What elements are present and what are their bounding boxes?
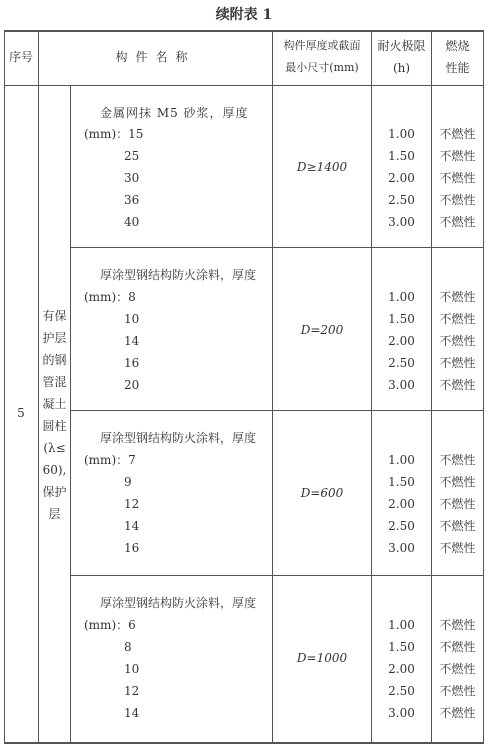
group-2-fire-4: 2.50 [388, 356, 415, 370]
group-1-dimension: D≥1400 [296, 160, 348, 174]
group-4-fire-2: 1.50 [388, 640, 415, 654]
group-1-first-value: (mm)：15 [84, 127, 144, 141]
group-2-first-value: (mm)：8 [84, 290, 136, 304]
group-4-fire-1: 1.00 [388, 618, 415, 632]
group-2-burn-5: 不燃性 [439, 378, 476, 392]
group-3-first-value: (mm)：7 [84, 453, 136, 467]
header-fire-2: (h) [392, 61, 411, 75]
group-3-fire-1: 1.00 [388, 453, 415, 467]
group-3-burn-1: 不燃性 [439, 453, 476, 467]
group-4-fire-3: 2.00 [388, 662, 415, 676]
header-bottom-rule [4, 85, 484, 86]
group-1-fire-1: 1.00 [388, 127, 415, 141]
group-4-burn-1: 不燃性 [439, 618, 476, 632]
group-4-value-1: 8 [124, 640, 132, 654]
row-category: 有保 护层 的钢 管混 凝土 圆柱 (λ≤ 60), 保护 层 [42, 309, 67, 521]
group-2-fire-3: 2.00 [388, 334, 415, 348]
group-2-burn-3: 不燃性 [439, 334, 476, 348]
table-title: 续附表 1 [215, 7, 273, 23]
group-1-desc: 金属网抹 M5 砂浆，厚度 [100, 106, 249, 120]
group-4-value-2: 10 [124, 662, 140, 676]
group-3-value-4: 16 [124, 541, 140, 555]
group-divider-3 [70, 575, 484, 576]
group-2-value-2: 14 [124, 334, 140, 348]
group-2-burn-4: 不燃性 [439, 356, 476, 370]
group-2-burn-1: 不燃性 [439, 290, 476, 304]
group-1-value-4: 40 [124, 215, 140, 229]
group-3-burn-2: 不燃性 [439, 475, 476, 489]
group-3-burn-3: 不燃性 [439, 497, 476, 511]
group-1-fire-3: 2.00 [388, 171, 415, 185]
group-3-value-1: 9 [124, 475, 132, 489]
group-4-value-3: 12 [124, 684, 140, 698]
group-3-burn-5: 不燃性 [439, 541, 476, 555]
table-right-border [483, 30, 484, 744]
group-1-burn-2: 不燃性 [439, 149, 476, 163]
group-1-value-1: 25 [124, 149, 140, 163]
header-seq: 序号 [8, 50, 33, 64]
group-3-value-3: 14 [124, 519, 140, 533]
group-1-fire-5: 3.00 [388, 215, 415, 229]
group-2-desc: 厚涂型钢结构防火涂料，厚度 [100, 268, 257, 282]
group-divider-2 [70, 410, 484, 411]
group-2-fire-2: 1.50 [388, 312, 415, 326]
header-fire-1: 耐火极限 [377, 39, 426, 53]
group-2-burn-2: 不燃性 [439, 312, 476, 326]
group-2-value-4: 20 [124, 378, 140, 392]
group-4-fire-5: 3.00 [388, 706, 415, 720]
row-seq: 5 [17, 406, 25, 420]
group-4-burn-5: 不燃性 [439, 706, 476, 720]
group-1-burn-4: 不燃性 [439, 193, 476, 207]
group-1-burn-3: 不燃性 [439, 171, 476, 185]
group-3-dimension: D=600 [300, 486, 344, 500]
group-3-fire-2: 1.50 [388, 475, 415, 489]
group-2-dimension: D=200 [300, 323, 344, 337]
table-top-border [4, 30, 484, 32]
header-thickness-2: 最小尺寸(mm) [285, 61, 359, 74]
group-4-burn-2: 不燃性 [439, 640, 476, 654]
group-1-value-3: 36 [124, 193, 140, 207]
group-3-fire-5: 3.00 [388, 541, 415, 555]
group-4-desc: 厚涂型钢结构防火涂料，厚度 [100, 596, 257, 610]
group-2-value-1: 10 [124, 312, 140, 326]
header-burn-2: 性能 [445, 61, 470, 75]
table-left-border [4, 30, 5, 744]
header-thickness-1: 构件厚度或截面 [283, 39, 361, 52]
group-3-value-2: 12 [124, 497, 140, 511]
group-4-dimension: D=1000 [296, 651, 348, 665]
table-bottom-border [4, 742, 484, 744]
group-1-fire-2: 1.50 [388, 149, 415, 163]
group-1-fire-4: 2.50 [388, 193, 415, 207]
group-1-burn-1: 不燃性 [439, 127, 476, 141]
group-4-fire-4: 2.50 [388, 684, 415, 698]
col-divider-category [70, 86, 71, 744]
group-2-value-3: 16 [124, 356, 140, 370]
group-4-burn-3: 不燃性 [439, 662, 476, 676]
group-3-fire-3: 2.00 [388, 497, 415, 511]
spec-table [4, 30, 484, 744]
group-4-burn-4: 不燃性 [439, 684, 476, 698]
group-3-fire-4: 2.50 [388, 519, 415, 533]
group-4-value-4: 14 [124, 706, 140, 720]
group-3-desc: 厚涂型钢结构防火涂料，厚度 [100, 431, 257, 445]
group-3-burn-4: 不燃性 [439, 519, 476, 533]
group-1-value-2: 30 [124, 171, 140, 185]
group-4-first-value: (mm)：6 [84, 618, 136, 632]
header-burn-1: 燃烧 [445, 39, 470, 53]
header-name: 构件名称 [115, 50, 196, 64]
group-1-burn-5: 不燃性 [439, 215, 476, 229]
group-divider-1 [70, 247, 484, 248]
group-2-fire-1: 1.00 [388, 290, 415, 304]
col-divider-name [272, 30, 273, 744]
group-2-fire-5: 3.00 [388, 378, 415, 392]
